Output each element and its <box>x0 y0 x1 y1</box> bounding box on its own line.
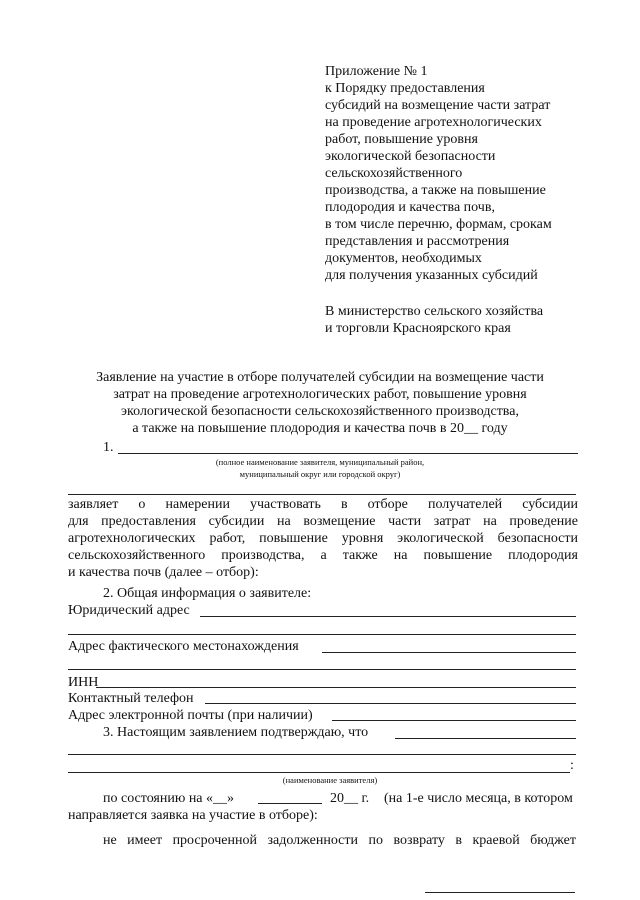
email-label: Адрес электронной почты (при наличии) <box>68 708 313 723</box>
state-year: 20__ г. <box>330 791 370 806</box>
state-suffix: (на 1-е число месяца, в котором <box>384 791 573 806</box>
section-1-para: сельскохозяйственного производства, а также на повышение плодородия <box>68 548 578 563</box>
state-line-2: направляется заявка на участие в отборе): <box>68 808 318 823</box>
appendix-line: Приложение № 1 <box>325 64 428 79</box>
confirm-field-3[interactable] <box>68 772 570 773</box>
section-1-para-first: заявляет о намерении участвовать в отборе получателей субсидии <box>68 497 578 512</box>
title-line: Заявление на участие в отборе получателей субсидии на возмещение части <box>96 370 544 385</box>
phone-field[interactable] <box>205 703 576 704</box>
section-1-para: агротехнологических работ, повышение уровня экологической безопасности <box>68 531 578 546</box>
appendix-line: документов, необходимых <box>325 251 482 266</box>
appendix-line: плодородия и качества почв, <box>325 200 495 215</box>
inn-label: ИНН <box>68 675 99 690</box>
applicant-caption-2: муниципальный округ или городской округ) <box>239 469 401 479</box>
appendix-line: к Порядку предоставления <box>325 81 485 96</box>
addressee-line: В министерство сельского хозяйства <box>325 304 544 319</box>
legal-address-field-2[interactable] <box>68 634 576 635</box>
actual-address-field[interactable] <box>322 652 576 653</box>
addressee <box>325 303 543 337</box>
section-1-number: 1. <box>103 440 114 455</box>
applicant-name-field-2[interactable] <box>68 494 576 495</box>
appendix-line: экологической безопасности <box>325 149 496 164</box>
state-month-field[interactable] <box>258 803 322 804</box>
appendix-line: представления и рассмотрения <box>325 234 510 249</box>
debt-line: не имеет просроченной задолженности по возврату в краевой бюджет <box>103 833 576 848</box>
applicant-name-caption: (наименование заявителя) <box>282 775 378 785</box>
applicant-caption: (полное наименование заявителя, муниципальный район, <box>215 457 425 467</box>
actual-address-label: Адрес фактического местонахождения <box>68 639 299 654</box>
section-1-para-last: и качества почв (далее – отбор): <box>68 565 259 580</box>
confirm-field-2[interactable] <box>68 754 576 755</box>
title-line: а также на повышение плодородия и качества почв в 20__ году <box>132 421 508 436</box>
footer-rule <box>425 892 575 893</box>
state-date-prefix: по состоянию на «__» <box>103 791 235 806</box>
legal-address-label: Юридический адрес <box>68 603 190 618</box>
confirm-field[interactable] <box>395 738 576 739</box>
appendix-line: в том числе перечню, формам, срокам <box>325 217 552 232</box>
appendix-line: субсидий на возмещение части затрат <box>325 98 551 113</box>
appendix-line: сельскохозяйственного <box>325 166 463 181</box>
applicant-name-field[interactable] <box>118 453 578 454</box>
appendix-header <box>325 63 605 284</box>
actual-address-field-2[interactable] <box>68 669 576 670</box>
section-2-heading: 2. Общая информация о заявителе: <box>103 586 312 601</box>
title-line: экологической безопасности сельскохозяйственного производства, <box>121 404 519 419</box>
addressee-line: и торговли Красноярского края <box>325 321 511 336</box>
legal-address-field[interactable] <box>200 616 576 617</box>
inn-field[interactable] <box>96 687 576 688</box>
section-1-para: для предоставления субсидии на возмещение части затрат на проведение <box>68 514 578 529</box>
appendix-line: на проведение агротехнологических <box>325 115 542 130</box>
appendix-line: для получения указанных субсидий <box>325 268 538 283</box>
phone-label: Контактный телефон <box>68 691 194 706</box>
colon: : <box>570 758 574 773</box>
appendix-line: производства, а также на повышение <box>325 183 546 198</box>
email-field[interactable] <box>332 720 576 721</box>
document-title <box>70 369 570 437</box>
section-3-heading: 3. Настоящим заявлением подтверждаю, что <box>103 725 369 740</box>
title-line: затрат на проведение агротехнологических работ, повышение уровня <box>113 387 527 402</box>
appendix-line: работ, повышение уровня <box>325 132 478 147</box>
